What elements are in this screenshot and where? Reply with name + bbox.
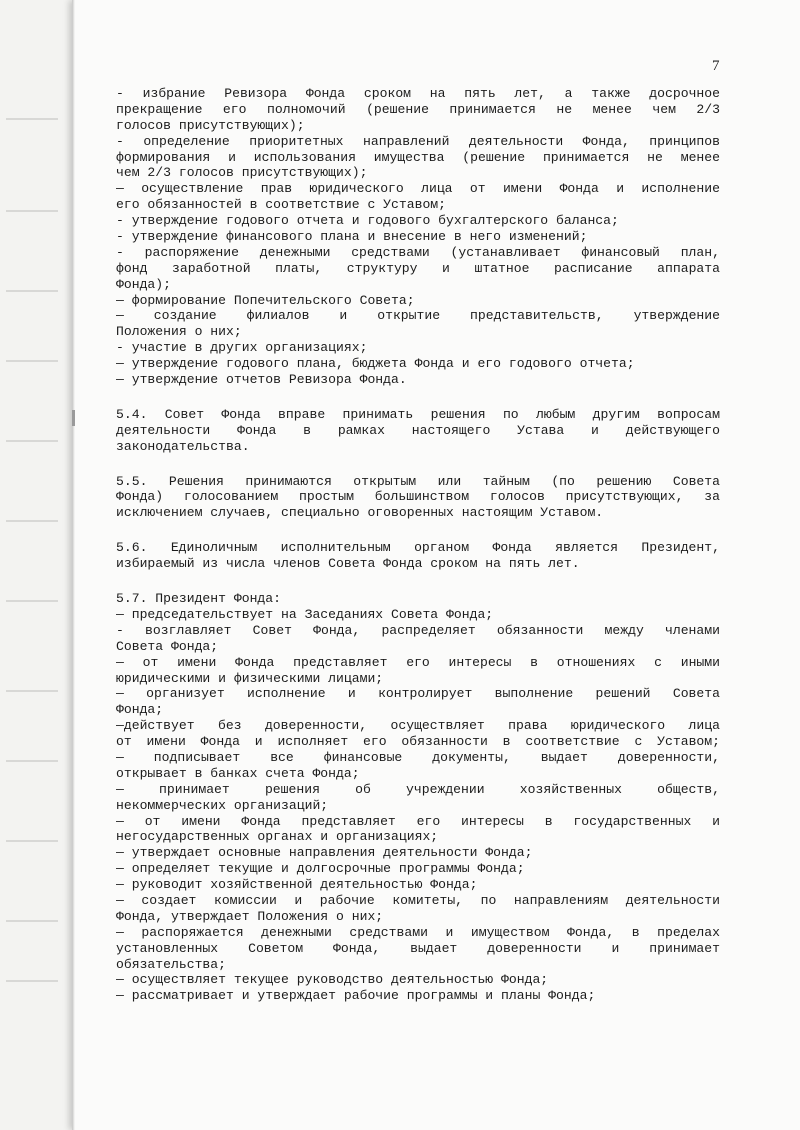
text-line: — утверждение отчетов Ревизора Фонда. — [116, 372, 407, 388]
text-line: установленных Советом Фонда, выдает доверенности и принимает — [116, 940, 720, 956]
text-line: — формирование Попечительского Совета; — [116, 292, 415, 308]
document-text — [116, 86, 720, 1004]
text-line: фонд заработной платы, структуру и штатное расписание аппарата — [116, 260, 720, 276]
text-line: — подписывает все финансовые документы, выдает доверенности, — [116, 749, 720, 765]
text-line: от имени Фонда и исполняет его обязанности в соответствие с Уставом; — [116, 734, 720, 750]
text-line: прекращение его полномочий (решение принимается не менее чем 2/3 — [116, 101, 720, 117]
text-line: чем 2/3 голосов присутствующих); — [116, 165, 368, 181]
text-line: 5.5. Решения принимаются открытым или тайным (по решению Совета — [116, 473, 720, 489]
text-line: 5.6. Единоличным исполнительным органом Фонда является Президент, — [116, 540, 720, 556]
text-line: - избрание Ревизора Фонда сроком на пять лет, а также досрочное — [116, 86, 720, 101]
text-line: Фонда) голосованием простым большинством голосов присутствующих, за — [116, 489, 720, 505]
text-line: открывает в банках счета Фонда; — [116, 765, 360, 781]
text-line: избираемый из числа членов Совета Фонда сроком на пять лет. — [116, 556, 580, 572]
text-line: — осуществляет текущее руководство деятельностью Фонда; — [116, 972, 549, 988]
text-line: формирования и использования имущества (решение принимается не менее — [116, 149, 720, 165]
text-line: —действует без доверенности, осуществляет права юридического лица — [116, 718, 720, 734]
text-line: Совета Фонда; — [116, 638, 219, 654]
paragraph-duties-list — [116, 86, 720, 388]
paragraph-5-4 — [116, 407, 720, 455]
page-fold-shadow — [72, 0, 75, 1130]
paragraph-5-5 — [116, 474, 720, 522]
previous-page-edge — [0, 0, 72, 1130]
text-line: — от имени Фонда представляет его интересы в отношениях с иными — [116, 654, 720, 670]
text-line: Фонда, утверждает Положения о них; — [116, 908, 384, 924]
text-line: — создает комиссии и рабочие комитеты, по направлениям деятельности — [116, 892, 720, 908]
text-line: Фонда); — [116, 276, 172, 292]
text-line: его обязанностей в соответствие с Уставом; — [116, 197, 447, 213]
text-line: Положения о них; — [116, 324, 242, 340]
text-line: обязательства; — [116, 956, 227, 972]
text-line: голосов присутствующих); — [116, 117, 305, 133]
text-line: — распоряжается денежными средствами и имуществом Фонда, в пределах — [116, 924, 720, 940]
text-line: — утверждение годового плана, бюджета Фонда и его годового отчета; — [116, 356, 635, 372]
text-line: - определение приоритетных направлений деятельности Фонда, принципов — [116, 133, 720, 149]
text-line: юридическими и физическими лицами; — [116, 670, 384, 686]
text-line: — принимает решения об учреждении хозяйственных обществ, — [116, 781, 720, 797]
text-line: законодательства. — [116, 438, 250, 454]
text-line: деятельности Фонда в рамках настоящего Устава и действующего — [116, 422, 720, 438]
text-line: исключением случаев, специально оговоренных настоящим Уставом. — [116, 505, 604, 521]
text-line: 5.7. Президент Фонда: — [116, 591, 282, 607]
text-line: — осуществление прав юридического лица от имени Фонда и исполнение — [116, 181, 720, 197]
text-line: — от имени Фонда представляет его интересы в государственных и — [116, 813, 720, 829]
text-line: — рассматривает и утверждает рабочие программы и планы Фонда; — [116, 988, 596, 1004]
text-line: - возглавляет Совет Фонда, распределяет обязанности между членами — [116, 622, 720, 638]
text-line: - участие в других организациях; — [116, 340, 368, 356]
text-line: — руководит хозяйственной деятельностью Фонда; — [116, 877, 478, 893]
page-number: 7 — [712, 58, 720, 74]
text-line: - распоряжение денежными средствами (устанавливает финансовый план, — [116, 244, 720, 260]
text-line: 5.4. Совет Фонда вправе принимать решения по любым другим вопросам — [116, 406, 720, 422]
binding-mark — [72, 410, 75, 426]
text-line: - утверждение финансового плана и внесение в него изменений; — [116, 229, 588, 245]
text-line: Фонда; — [116, 702, 164, 718]
text-line: негосударственных органах и организациях; — [116, 829, 439, 845]
text-line: — определяет текущие и долгосрочные программы Фонда; — [116, 861, 525, 877]
text-line: — председательствует на Заседаниях Совета Фонда; — [116, 606, 494, 622]
text-line: — утверждает основные направления деятельности Фонда; — [116, 845, 533, 861]
paragraph-5-6 — [116, 540, 720, 572]
text-line: - утверждение годового отчета и годового бухгалтерского баланса; — [116, 213, 619, 229]
document-page — [72, 0, 800, 1130]
text-line: некоммерческих организаций; — [116, 797, 329, 813]
paragraph-5-7 — [116, 591, 720, 1004]
text-line: — организует исполнение и контролирует выполнение решений Совета — [116, 686, 720, 702]
text-line: — создание филиалов и открытие представительств, утверждение — [116, 308, 720, 324]
